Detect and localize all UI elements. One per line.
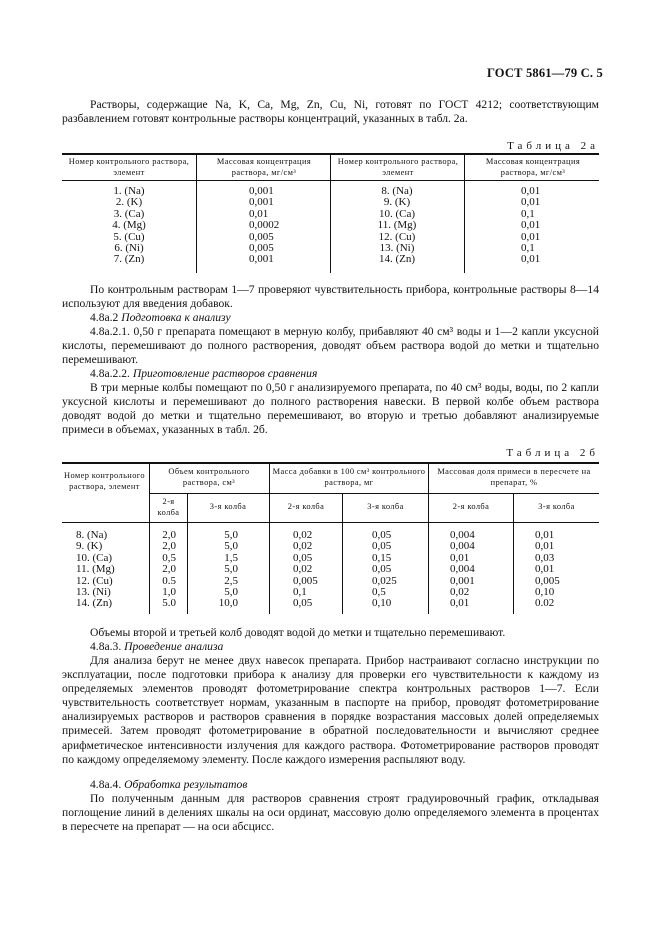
- table-2b-divider: [428, 462, 429, 614]
- table-cell: 3. (Ca): [113, 207, 145, 220]
- table-2a-divider: [196, 153, 197, 273]
- table-cell: 1,5: [224, 551, 238, 564]
- table-2b-header-cell: Номер контрольного раствора, элемент: [64, 471, 145, 491]
- paragraph-4-8a-2-1: 4.8а.2.1. 0,50 г препарата помещают в мерную колбу, прибавляют 40 см³ воды и 1—2 капли уксусной кислоты, перемешивают до полного растворения, доводят объем раствора водой до метки и тщательно перемешивают.: [62, 325, 599, 367]
- table-cell: 5,0: [224, 563, 238, 576]
- table-cell: 0,01: [521, 196, 541, 209]
- table-cell: 0,01: [535, 563, 555, 576]
- table-cell: 0,05: [372, 529, 392, 541]
- table-cell: 7. (Zn): [113, 253, 145, 266]
- table-cell: 0,15: [372, 551, 392, 564]
- table-cell: 1,0: [162, 585, 176, 598]
- table-cell: 0,01: [535, 540, 555, 553]
- table-cell: 8. (Na): [76, 529, 108, 541]
- table-cell: 0,004: [450, 529, 475, 541]
- table-cell: 0,5: [162, 551, 176, 564]
- section-number: 4.8а.3.: [90, 640, 122, 653]
- table-2b-column: [450, 530, 510, 610]
- table-cell: 5,0: [224, 585, 238, 598]
- table-2b-column: [372, 530, 424, 610]
- table-cell: 0,025: [372, 574, 397, 587]
- table-2b-header-cell: Объем контрольного раствора, см³: [168, 467, 250, 487]
- table-cell: 0.5: [162, 574, 176, 587]
- section-number: 4.8а.2: [90, 311, 119, 324]
- section-4-8a-3-heading: [90, 640, 223, 654]
- table-cell: 14. (Zn): [76, 597, 113, 610]
- table-cell: 5. (Cu): [113, 230, 145, 243]
- table-cell: 9. (K): [76, 540, 103, 553]
- table-2b-subheader-rule: [149, 493, 599, 494]
- table-2b-subheader-cell: 3-я колба: [209, 502, 247, 511]
- table-2b-column: [190, 530, 238, 610]
- table-cell: 0,001: [249, 253, 274, 266]
- table-2a-header-cell: Номер контрольного раствора, элемент: [68, 157, 190, 177]
- table-cell: 0,01: [521, 253, 541, 266]
- table-2b-subheader-cell: 2-я колба: [452, 502, 490, 511]
- table-2a-header-cell: Массовая концентрация раствора, мг/см³: [485, 157, 581, 177]
- table-cell: 12. (Cu): [76, 574, 113, 587]
- table-cell: 10. (Ca): [378, 207, 416, 220]
- table-cell: 0,1: [293, 585, 307, 598]
- paragraph-after-table-2b: Объемы второй и третьей колб доводят водой до метки и тщательно перемешивают.: [90, 626, 506, 639]
- section-4-8a-2-2-heading: [90, 367, 317, 381]
- table-cell: 2,5: [224, 574, 238, 587]
- table-2b-header-cell: Масса добавки в 100 см³ контрольного раствора, мг: [272, 467, 426, 487]
- table-2b-column: [150, 530, 176, 610]
- table-cell: 0,005: [249, 230, 274, 243]
- table-2a-divider: [464, 153, 465, 273]
- table-cell: 13. (Ni): [379, 241, 415, 254]
- table-cell: 13. (Ni): [76, 585, 111, 598]
- table-2a-header-cell: Номер контрольного раствора, элемент: [337, 157, 459, 177]
- section-4-8a-2-heading: [90, 311, 231, 325]
- table-cell: 2,0: [162, 529, 176, 541]
- table-cell: 8. (Na): [381, 185, 413, 197]
- section-4-8a-4-heading: [90, 778, 247, 792]
- table-cell: 6. (Ni): [114, 241, 144, 254]
- paragraph-4-8a-4: По полученным данным для растворов сравнения строят градуировочный график, откладывая поглощение линий в делениях шкалы на оси ординат, массовую долю определяемого элемента в процентах в пересчете на препарат — на оси абсцисс.: [62, 792, 599, 834]
- table-cell: 5,0: [224, 529, 238, 541]
- paragraph-after-table-2a: По контрольным растворам 1—7 проверяют чувствительность прибора, контрольные растворы 8—14 используют для введения добавок.: [62, 283, 599, 311]
- paragraph-4-8a-2-2: В три мерные колбы помещают по 0,50 г анализируемого препарата, по 40 см³ воды, воды, по 2 капли уксусной кислоты и перемешивают до полного растворения навески. В первой колбе объем раствора доводят водой до метки и тщательно перемешивают, во вторую и третью добавляют анализируемые примеси в объемах, указанных в табл. 2б.: [62, 381, 599, 437]
- section-title: Приготовление растворов сравнения: [132, 367, 318, 380]
- table-cell: 2,0: [162, 563, 176, 576]
- table-cell: 14. (Zn): [378, 253, 416, 266]
- table-cell: 0,004: [450, 563, 475, 576]
- table-2b-subheader-cell: 2-я колба: [287, 502, 325, 511]
- table-2b-divider: [269, 462, 270, 614]
- table-cell: 10,0: [218, 597, 238, 610]
- table-cell: 9. (K): [383, 196, 411, 209]
- table-cell: 5.0: [162, 597, 176, 610]
- table-2a-column: [62, 186, 196, 266]
- table-cell: 0,01: [450, 551, 470, 564]
- table-cell: 2. (K): [115, 196, 143, 209]
- table-cell: 0,001: [249, 196, 274, 209]
- table-cell: 2,0: [162, 540, 176, 553]
- table-cell: 0,001: [450, 574, 475, 587]
- table-2b-column: [535, 530, 595, 610]
- table-cell: 11. (Mg): [377, 219, 417, 232]
- table-cell: 0,1: [521, 207, 535, 220]
- section-number: 4.8а.4.: [90, 778, 122, 791]
- intro-paragraph: Растворы, содержащие Na, K, Ca, Mg, Zn, Cu, Ni, готовят по ГОСТ 4212; соответствующим разбавлением готовят контрольные растворы концентраций, указанных в табл. 2а.: [62, 98, 599, 126]
- table-2b-header-rule: [62, 522, 599, 523]
- table-cell: 0,02: [293, 563, 313, 576]
- table-cell: 0,02: [450, 585, 470, 598]
- table-cell: 0.02: [535, 597, 555, 610]
- table-cell: 0,10: [372, 597, 392, 610]
- table-2a-column: [330, 186, 464, 266]
- table-cell: 0,01: [521, 219, 541, 232]
- table-cell: 0,0002: [249, 219, 280, 232]
- table-cell: 4. (Mg): [112, 219, 146, 232]
- table-2b-header-cell: Массовая доля примеси в пересчете на препарат, %: [437, 467, 591, 487]
- table-2b-column: [293, 530, 341, 610]
- table-cell: 0,01: [249, 207, 269, 220]
- table-2b-caption: Таблица 2б: [506, 447, 599, 459]
- table-cell: 11. (Mg): [76, 563, 115, 576]
- table-cell: 1. (Na): [113, 185, 145, 197]
- table-cell: 12. (Cu): [378, 230, 416, 243]
- paragraph-4-8a-3: Для анализа берут не менее двух навесок препарата. Прибор настраивают согласно инструкции по эксплуатации, после подготовки прибора к анализу для проверки его чувствительности к каждому из определяемых элементов проводят фотометрирование спектра контрольных растворов 1—7. Если чувствительность соответствует нормам, указанным в паспорте на прибор, проводят фотометрирование анализируемых растворов и растворов сравнения в порядке возрастания массовых долей определяемых примесей. Затем проводят фотометрирование в обратной последовательности и вычисляют среднее арифметическое интенсивности излучения для каждого раствора. Фотометрирование растворов проводят по каждому определяемому элементу. После каждого измерения распыляют воду.: [62, 654, 599, 766]
- table-2b-top-rule: [62, 462, 599, 464]
- table-cell: 0,1: [521, 241, 535, 254]
- table-cell: 0,005: [293, 574, 318, 587]
- table-cell: 0,10: [535, 585, 555, 598]
- table-cell: 0,03: [535, 551, 555, 564]
- table-cell: 0,05: [372, 563, 392, 576]
- table-cell: 0,05: [372, 540, 392, 553]
- table-cell: 0,01: [521, 185, 541, 197]
- table-cell: 10. (Ca): [76, 551, 113, 564]
- table-cell: 0,01: [535, 529, 555, 541]
- table-cell: 0,05: [293, 597, 313, 610]
- table-2a-column: [521, 186, 591, 266]
- table-2b-subheader-cell: 2-я колба: [157, 497, 180, 517]
- page-header: ГОСТ 5861—79 С. 5: [486, 66, 603, 80]
- table-cell: 0,01: [450, 597, 470, 610]
- table-cell: 0,02: [293, 529, 313, 541]
- table-cell: 0,005: [249, 241, 274, 254]
- section-title: Проведение анализа: [124, 640, 224, 653]
- section-title: Подготовка к анализу: [121, 311, 231, 324]
- table-2a-header-cell: Массовая концентрация раствора, мг/см³: [216, 157, 312, 177]
- table-cell: 0,01: [521, 230, 541, 243]
- table-2a-column: [249, 186, 329, 266]
- table-cell: 0,001: [249, 185, 274, 197]
- table-2b-column: [76, 530, 146, 610]
- table-cell: 0,5: [372, 585, 386, 598]
- table-cell: 0,004: [450, 540, 475, 553]
- section-number: 4.8а.2.2.: [90, 367, 130, 380]
- table-cell: 0,005: [535, 574, 560, 587]
- table-2a-caption: Таблица 2а: [507, 140, 599, 152]
- section-title: Обработка результатов: [124, 778, 248, 791]
- table-2b-subheader-cell: 3-я колба: [367, 502, 404, 511]
- table-2b-subheader-cell: 3-я колба: [538, 502, 575, 511]
- table-cell: 5,0: [224, 540, 238, 553]
- table-cell: 0,02: [293, 540, 313, 553]
- table-cell: 0,05: [293, 551, 313, 564]
